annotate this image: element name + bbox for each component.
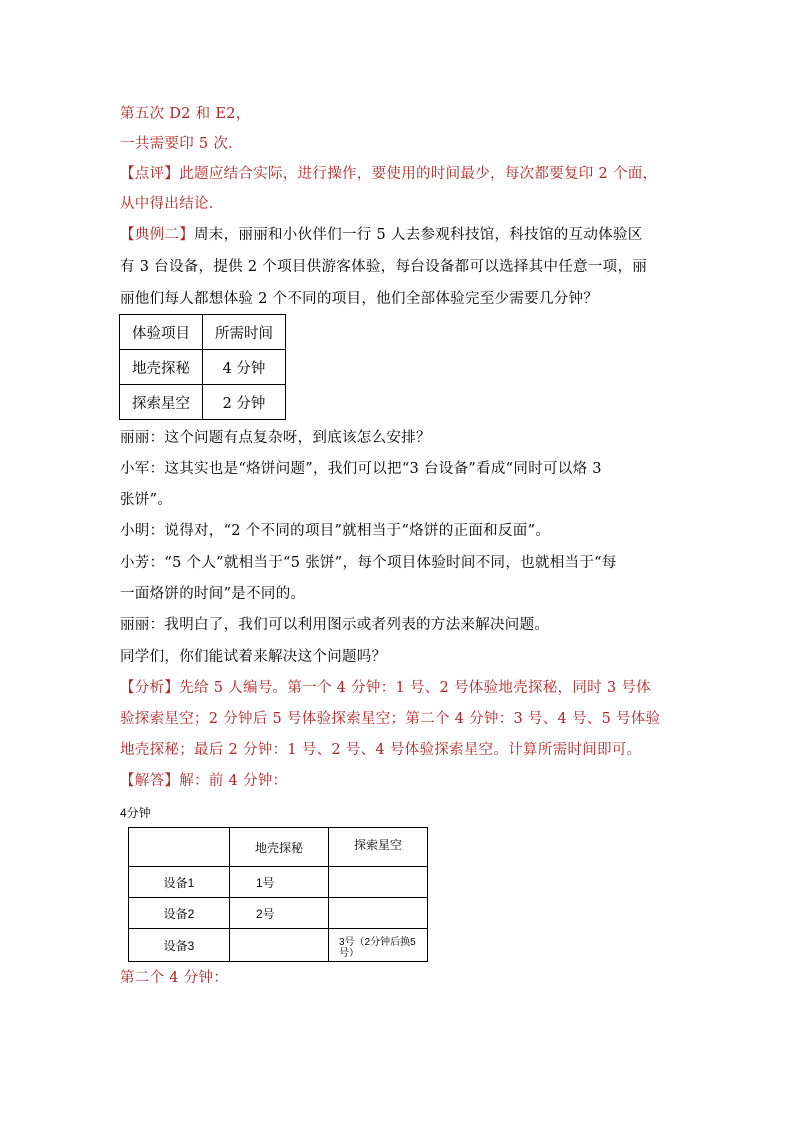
answer-tag: 【解答】 xyxy=(120,773,180,789)
text-line: 一共需要印 5 次． xyxy=(120,136,243,152)
table-cell: 2 分钟 xyxy=(203,385,286,420)
text-line: 从中得出结论． xyxy=(120,196,224,212)
dialog-line: 丽丽：我明白了，我们可以利用图示或者列表的方法来解决问题。 xyxy=(120,617,550,633)
table-cell: 探索星空 xyxy=(120,385,203,420)
table-row xyxy=(129,929,428,962)
table-cell: 设备1 xyxy=(129,867,230,898)
example-tag: 【典例二】 xyxy=(120,227,194,243)
comment-tag: 【点评】 xyxy=(120,166,180,182)
table-header-row xyxy=(129,828,428,867)
example-text: 周末，丽丽和小伙伴们一行 5 人去参观科技馆，科技馆的互动体验区 xyxy=(194,227,643,243)
table-cell xyxy=(230,929,329,962)
analysis-line xyxy=(120,678,651,698)
table-header-cell: 地壳探秘 xyxy=(230,828,329,867)
dialog-line: 小军：这其实也是“烙饼问题”，我们可以把“3 台设备”看成“同时可以烙 3 xyxy=(120,461,602,477)
answer-text: 解：前 4 分钟： xyxy=(179,773,288,789)
table-cell: 2号 xyxy=(230,898,329,929)
table-header-cell: 探索星空 xyxy=(329,828,428,867)
comment-line xyxy=(120,164,657,184)
comment-text: 此题应结合实际，进行操作，要使用的时间最少，每次都要复印 2 个面， xyxy=(179,166,658,182)
analysis-line: 地壳探秘；最后 2 分钟：1 号、2 号、4 号体验探索星空。计算所需时间即可。 xyxy=(120,742,642,758)
analysis-tag: 【分析】 xyxy=(120,680,180,696)
dialog-line: 张饼”。 xyxy=(120,492,173,508)
table-cell: 4 分钟 xyxy=(203,350,286,385)
answer-line: 第二个 4 分钟： xyxy=(120,970,229,986)
table-row xyxy=(129,898,428,929)
table-header-cell: 体验项目 xyxy=(120,315,203,350)
text-line: 第五次 D2 和 E2， xyxy=(120,106,251,122)
schedule-caption: 4分钟 xyxy=(120,806,151,820)
table-cell: 1号 xyxy=(230,867,329,898)
dialog-line: 小明：说得对，“2 个不同的项目”就相当于“烙饼的正面和反面”。 xyxy=(120,523,551,539)
dialog-line: 同学们，你们能试着来解决这个问题吗？ xyxy=(120,649,387,665)
example-line xyxy=(120,225,643,245)
table-row xyxy=(120,350,286,385)
table-row xyxy=(129,867,428,898)
table-header-row xyxy=(120,315,286,350)
text-line: 丽他们每人都想体验 2 个不同的项目，他们全部体验完至少需要几分钟？ xyxy=(120,291,599,307)
table-row xyxy=(120,385,286,420)
project-time-table xyxy=(119,314,286,420)
table-cell xyxy=(329,867,428,898)
table-cell: 设备3 xyxy=(129,929,230,962)
analysis-text: 先给 5 人编号。第一个 4 分钟：1 号、2 号体验地壳探秘，同时 3 号体 xyxy=(179,680,651,696)
dialog-line: 丽丽：这个问题有点复杂呀，到底该怎么安排？ xyxy=(120,430,431,446)
table-header-cell xyxy=(129,828,230,867)
answer-line xyxy=(120,771,287,791)
table-cell xyxy=(329,898,428,929)
analysis-line: 验探索星空；2 分钟后 5 号体验探索星空；第二个 4 分钟：3 号、4 号、5 号体验 xyxy=(120,711,661,727)
table-header-cell: 所需时间 xyxy=(203,315,286,350)
dialog-line: 小芳：“5 个人”就相当于“5 张饼”，每个项目体验时间不同，也就相当于“每 xyxy=(120,555,617,571)
schedule-table xyxy=(128,827,428,962)
table-cell: 3号（2分钟后换5号） xyxy=(329,929,428,962)
table-cell: 设备2 xyxy=(129,898,230,929)
dialog-line: 一面烙饼的时间”是不同的。 xyxy=(120,586,306,602)
table-cell: 地壳探秘 xyxy=(120,350,203,385)
text-line: 有 3 台设备，提供 2 个项目供游客体验，每台设备都可以选择其中任意一项，丽 xyxy=(120,259,648,275)
